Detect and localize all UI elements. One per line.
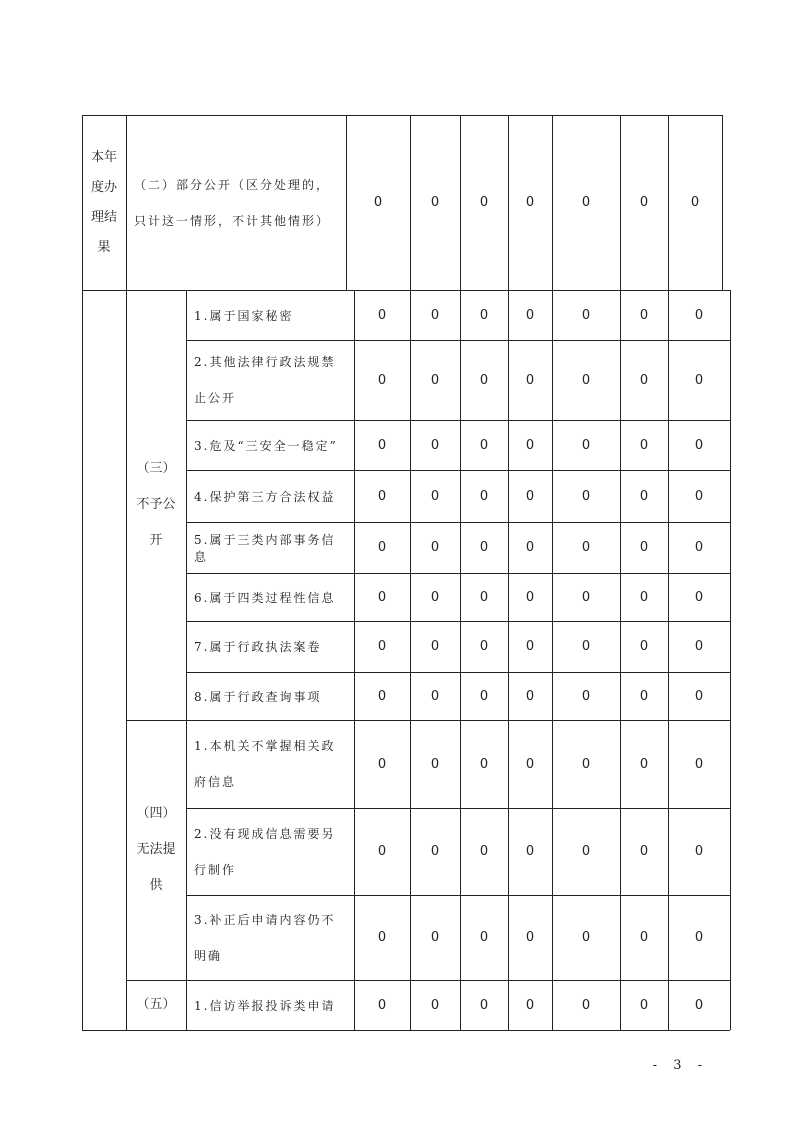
value-cell: 0: [639, 540, 649, 555]
value-cell: 0: [525, 589, 535, 605]
grid-line: [186, 980, 730, 981]
grid-line: [460, 115, 461, 290]
value-cell: 0: [639, 307, 649, 323]
value-cell: 0: [581, 488, 591, 504]
value-cell: 0: [377, 540, 387, 555]
grid-line: [186, 573, 730, 574]
value-cell: 0: [694, 688, 704, 704]
grid-line: [552, 290, 553, 1030]
value-cell: 0: [694, 756, 704, 772]
value-cell: 0: [694, 639, 704, 654]
grid-line: [186, 340, 730, 341]
value-cell: 0: [639, 688, 649, 704]
value-cell: 0: [430, 437, 440, 453]
value-cell: 0: [479, 372, 489, 388]
row-label: 3.危及“三安全一稳定”: [194, 438, 338, 453]
value-cell: 0: [525, 372, 535, 388]
value-cell: 0: [690, 195, 700, 210]
grid-line: [186, 808, 730, 809]
value-cell: 0: [430, 307, 440, 323]
category-label: 本年度办理结果: [90, 149, 117, 255]
row-label: 1.属于国家秘密: [194, 308, 294, 323]
group-4-text: 无法提供: [136, 842, 176, 893]
value-cell: 0: [694, 488, 704, 504]
value-cell: 0: [479, 688, 489, 704]
grid-line: [410, 115, 411, 290]
value-cell: 0: [694, 589, 704, 605]
value-cell: 0: [377, 488, 387, 504]
grid-line: [82, 115, 722, 116]
value-cell: 0: [479, 195, 489, 210]
value-cell: 0: [581, 307, 591, 323]
grid-line: [186, 720, 730, 721]
grid-line: [508, 115, 509, 290]
value-cell: 0: [525, 639, 535, 654]
value-cell: 0: [694, 372, 704, 388]
value-cell: 0: [639, 756, 649, 772]
value-cell: 0: [525, 844, 535, 859]
value-cell: 0: [525, 688, 535, 704]
value-cell: 0: [377, 307, 387, 323]
value-cell: 0: [525, 307, 535, 323]
grid-line: [82, 115, 83, 1030]
row-label: 2.没有现成信息需要另行制作: [194, 826, 336, 877]
value-cell: 0: [694, 540, 704, 555]
value-cell: 0: [525, 437, 535, 453]
group-3-num: （三）: [136, 461, 176, 476]
value-cell: 0: [581, 589, 591, 605]
grid-line: [186, 895, 730, 896]
value-cell: 0: [694, 997, 704, 1013]
value-cell: 0: [525, 195, 535, 210]
value-cell: 0: [377, 756, 387, 772]
value-cell: 0: [581, 688, 591, 704]
grid-line: [668, 115, 669, 290]
value-cell: 0: [479, 756, 489, 772]
row-label: 1.信访举报投诉类申请: [194, 998, 336, 1013]
value-cell: 0: [377, 844, 387, 859]
value-cell: 0: [581, 437, 591, 453]
group-3-text: 不予公开: [136, 497, 176, 548]
grid-line: [508, 290, 509, 1030]
value-cell: 0: [479, 540, 489, 555]
value-cell: 0: [430, 756, 440, 772]
value-cell: 0: [639, 372, 649, 388]
value-cell: 0: [430, 930, 440, 945]
value-cell: 0: [479, 488, 489, 504]
row-label: 2.其他法律行政法规禁止公开: [194, 355, 336, 405]
value-cell: 0: [479, 639, 489, 654]
value-cell: 0: [694, 844, 704, 859]
grid-line: [668, 290, 669, 1030]
value-cell: 0: [430, 688, 440, 704]
value-cell: 0: [581, 756, 591, 772]
category-cell: [82, 115, 126, 290]
value-cell: 0: [525, 488, 535, 504]
group-3-label: [126, 290, 186, 720]
value-cell: 0: [639, 997, 649, 1013]
value-cell: 0: [479, 589, 489, 605]
grid-line: [126, 980, 186, 981]
grid-line: [620, 115, 621, 290]
value-cell: 0: [373, 195, 383, 210]
row-label: 1.本机关不掌握相关政府信息: [194, 739, 336, 789]
value-cell: 0: [430, 589, 440, 605]
value-cell: 0: [479, 307, 489, 323]
group-4-num: （四）: [136, 806, 176, 821]
value-cell: 0: [479, 930, 489, 945]
value-cell: 0: [581, 372, 591, 388]
value-cell: 0: [525, 756, 535, 772]
group-5-label: [126, 980, 186, 1030]
page-number: - 3 -: [652, 1058, 708, 1073]
value-cell: 0: [694, 930, 704, 945]
grid-line: [186, 420, 730, 421]
value-cell: 0: [581, 930, 591, 945]
row-label-partial-open: （二）部分公开（区分处理的，只计这一情形，不计其他情形）: [134, 177, 331, 228]
value-cell: 0: [581, 844, 591, 859]
grid-line: [722, 115, 723, 290]
value-cell: 0: [525, 540, 535, 555]
grid-line: [552, 115, 553, 290]
grid-line: [460, 290, 461, 1030]
row-label: 8.属于行政查询事项: [194, 689, 322, 704]
grid-line: [730, 290, 731, 1030]
value-cell: 0: [377, 688, 387, 704]
grid-line: [186, 672, 730, 673]
value-cell: 0: [639, 437, 649, 453]
value-cell: 0: [430, 488, 440, 504]
value-cell: 0: [581, 195, 591, 210]
grid-line: [82, 1030, 730, 1031]
value-cell: 0: [430, 844, 440, 859]
value-cell: 0: [377, 997, 387, 1013]
value-cell: 0: [694, 307, 704, 323]
value-cell: 0: [430, 997, 440, 1013]
grid-line: [354, 290, 355, 1030]
grid-line: [186, 621, 730, 622]
value-cell: 0: [377, 437, 387, 453]
value-cell: 0: [377, 589, 387, 605]
value-cell: 0: [525, 997, 535, 1013]
group-5-num: （五）: [136, 997, 176, 1012]
grid-line: [346, 115, 347, 290]
value-cell: 0: [479, 437, 489, 453]
row-label: 4.保护第三方合法权益: [194, 489, 336, 504]
grid-line: [410, 290, 411, 1030]
grid-line: [126, 720, 186, 721]
value-cell: 0: [377, 930, 387, 945]
row-label: 7.属于行政执法案卷: [194, 640, 322, 654]
value-cell: 0: [694, 437, 704, 453]
grid-line: [126, 115, 127, 1030]
grid-line: [620, 290, 621, 1030]
value-cell: 0: [639, 589, 649, 605]
value-cell: 0: [430, 372, 440, 388]
value-cell: 0: [525, 930, 535, 945]
value-cell: 0: [479, 997, 489, 1013]
group-4-label: [126, 720, 186, 980]
value-cell: 0: [479, 844, 489, 859]
row-label: 5.属于三类内部事务信息: [194, 532, 336, 564]
value-cell: 0: [430, 540, 440, 555]
grid-line: [186, 522, 730, 523]
value-cell: 0: [430, 639, 440, 654]
grid-line: [186, 290, 730, 291]
value-cell: 0: [639, 930, 649, 945]
value-cell: 0: [639, 195, 649, 210]
value-cell: 0: [430, 195, 440, 210]
value-cell: 0: [377, 639, 387, 654]
value-cell: 0: [581, 997, 591, 1013]
value-cell: 0: [639, 639, 649, 654]
row-label: 3.补正后申请内容仍不明确: [194, 912, 336, 963]
value-cell: 0: [639, 844, 649, 859]
value-cell: 0: [377, 372, 387, 388]
grid-line: [186, 470, 730, 471]
value-cell: 0: [581, 540, 591, 555]
value-cell: 0: [581, 639, 591, 654]
row-label: 6.属于四类过程性信息: [194, 590, 336, 605]
value-cell: 0: [639, 488, 649, 504]
grid-line: [186, 290, 187, 1030]
